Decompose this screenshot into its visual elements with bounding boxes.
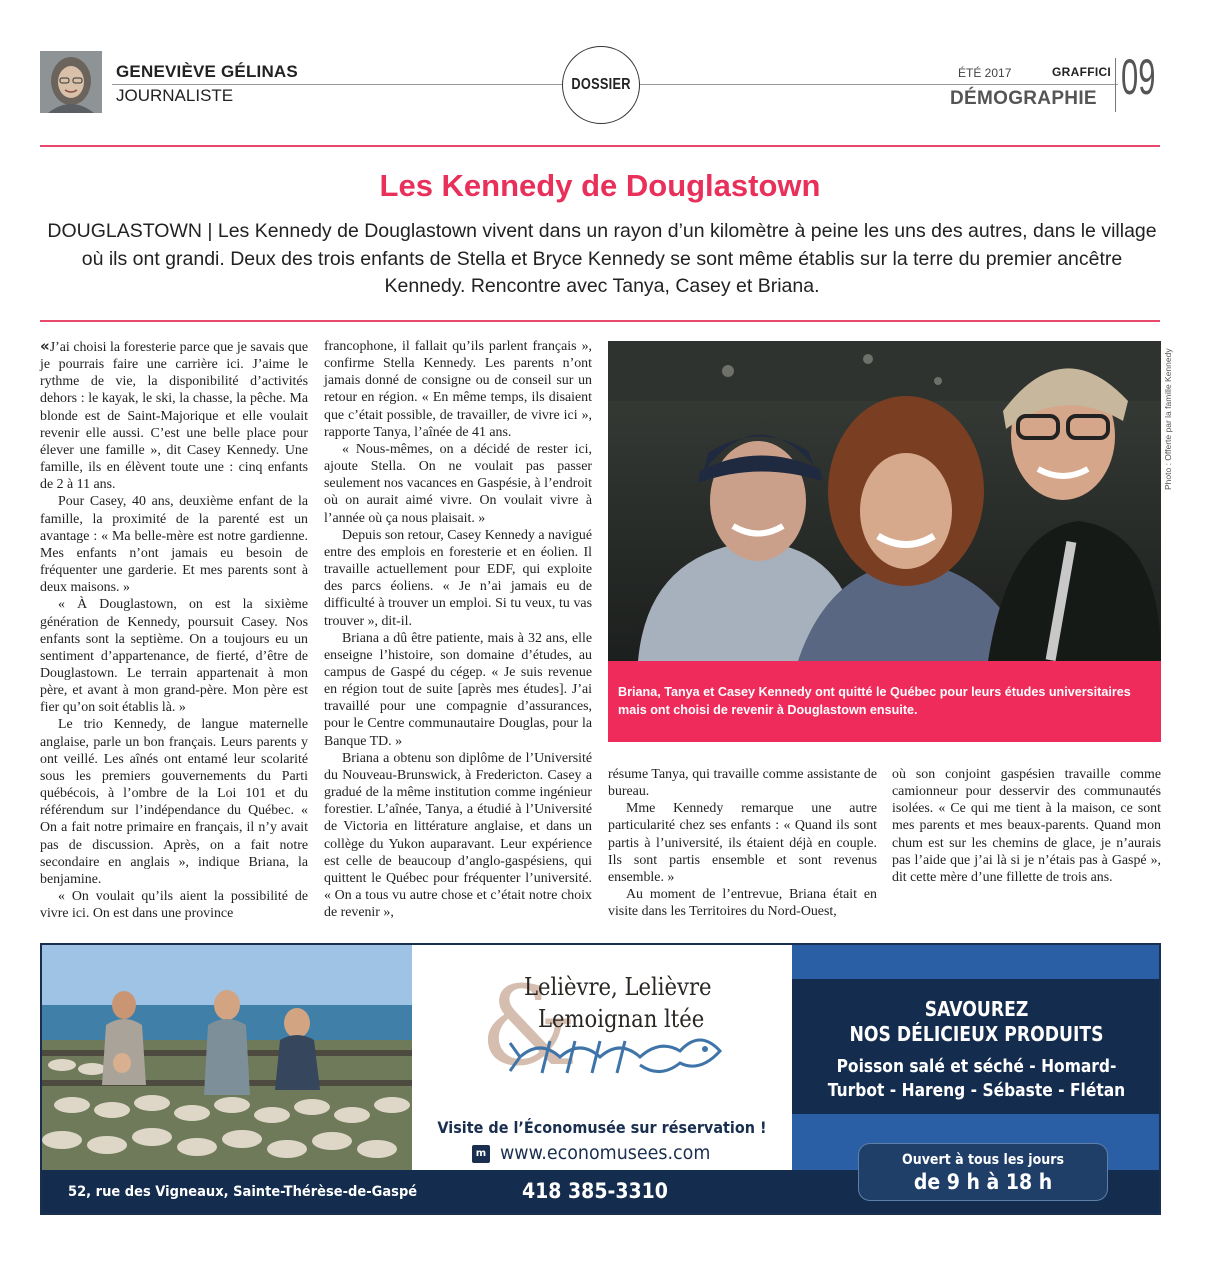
photo-credit: Photo : Offerte par la famille Kennedy xyxy=(1163,348,1173,490)
ad-products-panel xyxy=(792,945,1161,1170)
economusee-logo-icon: m xyxy=(472,1145,490,1163)
article-column-2 xyxy=(324,338,592,921)
fish-drying-photo xyxy=(42,945,412,1170)
ad-products-line-1: Poisson salé et séché - Homard- xyxy=(836,1056,1117,1077)
ad-headline xyxy=(818,997,1135,1047)
author-name: GENEVIÈVE GÉLINAS xyxy=(116,62,298,81)
page-number-divider xyxy=(1115,58,1116,112)
article-lead: DOUGLASTOWN | Les Kennedy de Douglastown vivent dans un rayon d’un kilomètre à peine les uns des autres, dans le village où ils ont grandi. Deux des trois enfants de Stella et Bryce Kennedy se sont même établis sur la terre du premier ancêtre Kennedy. Rencontre avec Tanya, Casey et Briana. xyxy=(47,220,1157,297)
article-column-4 xyxy=(892,766,1161,886)
ad-footer-bar xyxy=(42,1170,1161,1215)
paragraph: Le trio Kennedy, de langue maternelle anglaise, parle un bon français. Leurs parents y ont veillé. Les aînés ont entamé leur scolarité sous les premiers gouvernements du Parti québécois, à l’ombre de la Loi 101 et du référendum sur l’indépendance du Québec. « On a fait notre primaire en français, il n’y avait pas de discussion. Après, on a fait notre secondaire en anglais », indique Briana, la benjamine. xyxy=(40,717,308,887)
ad-products-line-2: Turbot - Hareng - Sébaste - Flétan xyxy=(827,1080,1126,1101)
opening-quote-mark: « xyxy=(40,337,50,355)
paragraph: Mme Kennedy remarque une autre particularité chez ses enfants : « Quand ils sont partis à l’université, ils étaient déjà en couple. Ils sont partis ensemble et sont revenus ensemble. » xyxy=(608,801,877,885)
publication-name: GRAFFICI xyxy=(1052,65,1112,79)
advertisement xyxy=(40,943,1161,1215)
ad-website-link[interactable]: www.economusees.com xyxy=(500,1142,711,1164)
photo-caption: Briana, Tanya et Casey Kennedy ont quitté le Québec pour leurs études universitaires mais ont choisi de revenir à Douglastown ensuite. xyxy=(618,685,1131,717)
section-name: DÉMOGRAPHIE xyxy=(950,88,1097,109)
ad-photo xyxy=(42,945,412,1170)
author-role: JOURNALISTE xyxy=(116,86,234,105)
ad-visit-text: Visite de l’Économusée sur réservation ! xyxy=(437,1118,767,1137)
family-photo-image xyxy=(608,341,1161,661)
company-name-line-1: Lelièvre, Lelièvre xyxy=(524,973,712,1001)
author-photo xyxy=(40,51,102,113)
ad-logo-area xyxy=(412,945,792,1170)
ad-phone-number[interactable]: 418 385-3310 xyxy=(522,1179,668,1203)
opening-hours-label: Ouvert à tous les jours xyxy=(902,1152,1064,1168)
section-tag: DOSSIER xyxy=(571,76,631,93)
ad-address: 52, rue des Vigneaux, Sainte-Thérèse-de-Gaspé xyxy=(68,1184,418,1200)
author-portrait-image xyxy=(40,51,102,113)
paragraph: résume Tanya, qui travaille comme assistante de bureau. xyxy=(608,767,877,800)
paragraph: Pour Casey, 40 ans, deuxième enfant de la famille, la proximité de la parenté est un avantage : « Ma belle-mère est notre gardienne. Mes enfants n’ont jamais eu besoin de fréquenter une garderie. Et mes parents sont à deux maisons. » xyxy=(40,494,308,596)
paragraph: Briana a dû être patiente, mais à 32 ans, elle enseigne l’histoire, son domaine d’études, au campus de Gaspé du cégep. « Je suis revenue en région tout de suite [après mes études]. J’ai travaillé pour une compagnie d’assurances, pour le Centre communautaire Douglas, pour la Banque TD. » xyxy=(324,630,592,749)
article-column-1 xyxy=(40,338,308,922)
paragraph: « Nous-mêmes, on a décidé de rester ici, ajoute Stella. On ne voulait pas passer seulement nos vacances en Gaspésie, à l’endroit où on aurait aimé vivre. On voulait vivre à l’année où ça nous plaisait. » xyxy=(324,441,592,526)
paragraph: Briana a obtenu son diplôme de l’Université du Nouveau-Brunswick, à Fredericton. Casey a gradué de la même institution comme ingénieur forestier. L’aînée, Tanya, a étudié à l’Université de Victoria en littérature anglaise, et dans un collège du Yukon auparavant. Leur expérience est celle de beaucoup d’anglo-gaspésiens, qui quittent le Québec pour fréquenter l’université. « On a tous vu autre chose et c’était notre choix de revenir », xyxy=(324,750,592,921)
paragraph: « On voulait qu’ils aient la possibilité de vivre ici. On est dans une province xyxy=(40,889,308,922)
photo-caption-box xyxy=(608,661,1161,742)
page-number: 09 xyxy=(1121,49,1156,105)
ad-products-list xyxy=(818,1055,1135,1103)
paragraph-text: J’ai choisi la foresterie parce que je savais que je pourrais faire une carrière ici. J’aime le rythme de vie, la disponibilité d’activités dehors : le kayak, le ski, la chasse, la pêche. Ma blonde est de Saint-Majorique et elle voulait revenir elle aussi. C’est une belle place pour élever une famille », dit Casey Kennedy. Une famille, ils en élèvent toute une : cinq enfants de 2 à 11 ans. xyxy=(40,340,308,493)
paragraph: où son conjoint gaspésien travaille comme camionneur pour desservir des communautés isolées. « Ce qui me tient à la maison, ce sont mes parents et mes beaux-parents. Quand mon chum est sur les chemins de glace, je n’aurais pas l’aide que j’ai là si je n’étais pas à Gaspé », dit cette mère d’une fillette de trois ans. xyxy=(892,767,1161,885)
family-photo xyxy=(608,341,1161,661)
lead-rule xyxy=(40,320,1160,322)
paragraph: francophone, il fallait qu’ils parlent français », confirme Stella Kennedy. Les parents n’ont jamais donné de consigne ou de conseil sur un retour en région. « En même temps, ils disaient que c’était possible, de travailler, de vivre ici », rapporte Tanya, l’aînée de 41 ans. xyxy=(324,339,592,440)
paragraph xyxy=(40,338,308,493)
issue-season: ÉTÉ 2017 xyxy=(958,66,1012,80)
section-tag-circle xyxy=(562,46,640,124)
ad-headline-line-2: NOS DÉLICIEUX PRODUITS xyxy=(849,1022,1104,1046)
article-title: Les Kennedy de Douglastown xyxy=(379,168,821,203)
svg-text:&: & xyxy=(480,969,578,1089)
paragraph: « À Douglastown, on est la sixième génération de Kennedy, poursuit Casey. Nos enfants sont la septième. On a toujours eu un sentiment d’appartenance, de fierté, d’être de Douglastown. Le terrain appartenait à mon père, et avant à mon grand-père. Mon père est fier qu’on soit établis là. » xyxy=(40,597,308,716)
paragraph: Au moment de l’entrevue, Briana était en visite dans les Territoires du Nord-Ouest, xyxy=(608,887,877,920)
opening-hours-time: de 9 h à 18 h xyxy=(913,1170,1053,1194)
company-name-line-2: Lemoignan ltée xyxy=(538,1005,705,1033)
top-rule xyxy=(40,145,1160,147)
article-column-3 xyxy=(608,766,877,920)
ad-headline-line-1: SAVOUREZ xyxy=(924,997,1029,1021)
paragraph: Depuis son retour, Casey Kennedy a navigué entre des emplois en foresterie et en éolien. Il travaille actuellement pour EDF, qui exploite des parcs éoliens. « Je n’ai jamais eu de difficulté à trouver un emploi. Si tu veux, tu vas trouver », dit-il. xyxy=(324,527,592,629)
